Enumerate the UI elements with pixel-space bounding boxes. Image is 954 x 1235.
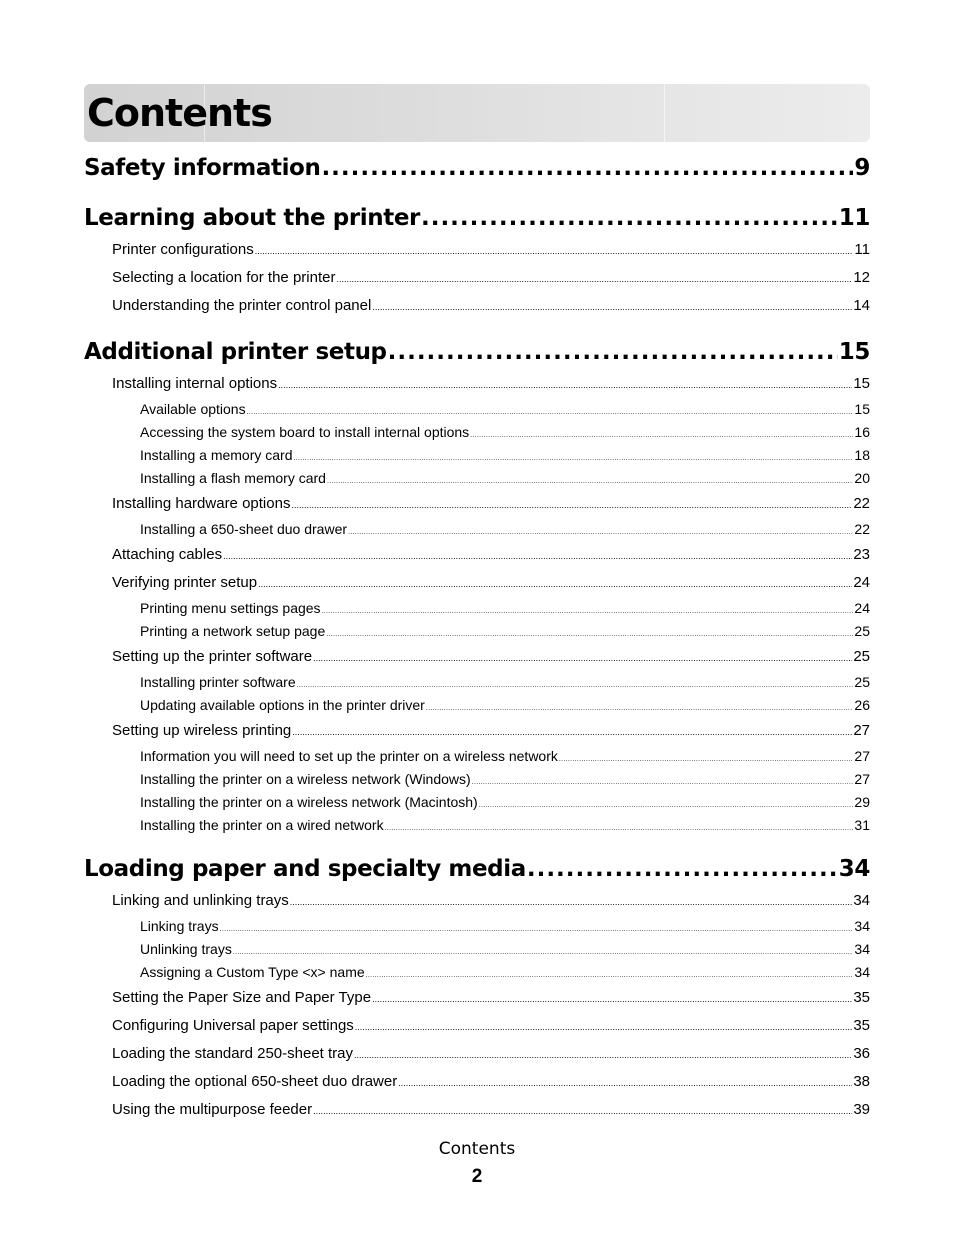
toc-page-number: 34: [854, 964, 870, 980]
toc-section-title: Loading paper and specialty media: [84, 856, 526, 882]
toc-subitem-title: Printing a network setup page: [140, 623, 326, 639]
toc-subitem-title: Installing a memory card: [140, 447, 293, 463]
toc-item[interactable]: [84, 264, 870, 292]
table-of-contents: [84, 150, 870, 1124]
dot-leader: [355, 1013, 853, 1041]
dot-leader: [479, 794, 854, 817]
dot-leader: [421, 200, 838, 236]
toc-section[interactable]: [84, 334, 870, 370]
dot-leader: [348, 521, 853, 544]
toc-page-number: 25: [853, 648, 870, 665]
toc-page-number: 25: [854, 674, 870, 690]
toc-page-number: 14: [853, 297, 870, 314]
dot-leader: [426, 697, 854, 720]
contents-header-bar: [84, 84, 870, 142]
toc-page-number: 35: [853, 989, 870, 1006]
toc-item[interactable]: [84, 1096, 870, 1124]
toc-page-number: 15: [853, 375, 870, 392]
toc-page-number: 34: [838, 856, 870, 882]
toc-page-number: 35: [853, 1017, 870, 1034]
toc-subitem[interactable]: [84, 791, 870, 814]
toc-page-number: 38: [853, 1073, 870, 1090]
dot-leader: [472, 771, 854, 794]
toc-section[interactable]: [84, 851, 870, 887]
toc-page-number: 34: [853, 892, 870, 909]
toc-item[interactable]: [84, 984, 870, 1012]
toc-item[interactable]: [84, 887, 870, 915]
dot-leader: [388, 334, 838, 370]
footer-label: Contents: [438, 1139, 516, 1159]
page-title: Contents: [87, 91, 272, 135]
toc-page-number: 25: [854, 623, 870, 639]
toc-subitem-title: Installing printer software: [140, 674, 296, 690]
toc-subitem-title: Installing a flash memory card: [140, 470, 326, 486]
dot-leader: [291, 491, 852, 519]
toc-subitem-title: Linking trays: [140, 918, 219, 934]
dot-leader: [372, 985, 852, 1013]
toc-subitem[interactable]: [84, 938, 870, 961]
toc-section-title: Additional printer setup: [84, 339, 387, 365]
toc-subitem-title: Installing the printer on a wireless network (Windows): [140, 771, 471, 787]
toc-subitem-title: Available options: [140, 401, 246, 417]
toc-item-title: Printer configurations: [112, 241, 254, 258]
toc-page-number: 11: [854, 241, 870, 258]
toc-page-number: 34: [854, 941, 870, 957]
dot-leader: [385, 817, 854, 840]
toc-item-title: Using the multipurpose feeder: [112, 1101, 313, 1118]
toc-page-number: 27: [854, 748, 870, 764]
toc-item-title: Setting up the printer software: [112, 648, 313, 665]
toc-page-number: 11: [838, 205, 870, 231]
dot-leader: [220, 918, 854, 941]
toc-page-number: 36: [853, 1045, 870, 1062]
toc-item[interactable]: [84, 717, 870, 745]
toc-item-title: Configuring Universal paper settings: [112, 1017, 354, 1034]
toc-item[interactable]: [84, 1012, 870, 1040]
toc-page-number: 9: [854, 155, 870, 181]
toc-subitem[interactable]: [84, 597, 870, 620]
toc-page-number: 27: [854, 771, 870, 787]
toc-subitem[interactable]: [84, 398, 870, 421]
dot-leader: [326, 623, 853, 646]
toc-item-title: Verifying printer setup: [112, 574, 258, 591]
toc-subitem[interactable]: [84, 694, 870, 717]
dot-leader: [366, 964, 854, 987]
toc-subitem-title: Installing a 650-sheet duo drawer: [140, 521, 348, 537]
toc-subitem-title: Information you will need to set up the printer on a wireless network: [140, 748, 558, 764]
toc-subitem-title: Unlinking trays: [140, 941, 232, 957]
dot-leader: [278, 371, 852, 399]
dot-leader: [294, 447, 854, 470]
dot-leader: [559, 748, 854, 771]
toc-subitem[interactable]: [84, 444, 870, 467]
dot-leader: [321, 150, 853, 186]
toc-item[interactable]: [84, 643, 870, 671]
toc-item-title: Attaching cables: [112, 546, 223, 563]
toc-subitem[interactable]: [84, 768, 870, 791]
toc-item-title: Understanding the printer control panel: [112, 297, 372, 314]
toc-item[interactable]: [84, 1068, 870, 1096]
footer-page-number: 2: [471, 1166, 483, 1187]
toc-page-number: 18: [854, 447, 870, 463]
toc-subitem-title: Installing the printer on a wireless network (Macintosh): [140, 794, 478, 810]
toc-subitem[interactable]: [84, 961, 870, 984]
toc-section[interactable]: [84, 200, 870, 236]
toc-section[interactable]: [84, 150, 870, 186]
toc-subitem[interactable]: [84, 745, 870, 768]
toc-item[interactable]: [84, 370, 870, 398]
dot-leader: [398, 1069, 852, 1097]
toc-page-number: 23: [853, 546, 870, 563]
toc-subitem[interactable]: [84, 620, 870, 643]
dot-leader: [322, 600, 854, 623]
toc-page-number: 16: [854, 424, 870, 440]
dot-leader: [313, 644, 852, 672]
dot-leader: [313, 1097, 852, 1125]
toc-page-number: 34: [854, 918, 870, 934]
toc-item-title: Setting up wireless printing: [112, 722, 292, 739]
toc-subitem[interactable]: [84, 814, 870, 837]
toc-page-number: 39: [853, 1101, 870, 1118]
toc-page-number: 12: [853, 269, 870, 286]
toc-item-title: Selecting a location for the printer: [112, 269, 336, 286]
toc-item[interactable]: [84, 569, 870, 597]
toc-item-title: Installing internal options: [112, 375, 278, 392]
toc-page-number: 31: [854, 817, 870, 833]
dot-leader: [354, 1041, 852, 1069]
toc-page-number: 15: [838, 339, 870, 365]
toc-subitem[interactable]: [84, 671, 870, 694]
toc-page-number: 24: [853, 574, 870, 591]
toc-item[interactable]: [84, 490, 870, 518]
toc-page-number: 27: [853, 722, 870, 739]
toc-subitem[interactable]: [84, 518, 870, 541]
toc-subitem-title: Accessing the system board to install internal options: [140, 424, 470, 440]
toc-item[interactable]: [84, 236, 870, 264]
toc-item-title: Loading the optional 650-sheet duo drawer: [112, 1073, 398, 1090]
toc-section-title: Learning about the printer: [84, 205, 420, 231]
toc-subitem-title: Printing menu settings pages: [140, 600, 321, 616]
toc-subitem-title: Installing the printer on a wired network: [140, 817, 384, 833]
toc-item-title: Installing hardware options: [112, 495, 291, 512]
toc-page-number: 26: [854, 697, 870, 713]
toc-item-title: Linking and unlinking trays: [112, 892, 289, 909]
dot-leader: [223, 542, 852, 570]
toc-item-title: Setting the Paper Size and Paper Type: [112, 989, 372, 1006]
toc-page-number: 22: [853, 495, 870, 512]
toc-section-title: Safety information: [84, 155, 321, 181]
dot-leader: [255, 237, 854, 265]
toc-item-title: Loading the standard 250-sheet tray: [112, 1045, 354, 1062]
toc-page-number: 15: [854, 401, 870, 417]
toc-page-number: 24: [854, 600, 870, 616]
dot-leader: [527, 851, 838, 887]
toc-subitem[interactable]: [84, 467, 870, 490]
dot-leader: [290, 888, 853, 916]
dot-leader: [470, 424, 853, 447]
toc-item[interactable]: [84, 292, 870, 320]
dot-leader: [372, 293, 852, 321]
dot-leader: [292, 718, 852, 746]
toc-subitem[interactable]: [84, 421, 870, 444]
toc-subitem-title: Updating available options in the printer driver: [140, 697, 425, 713]
toc-item[interactable]: [84, 1040, 870, 1068]
toc-subitem[interactable]: [84, 915, 870, 938]
toc-page-number: 29: [854, 794, 870, 810]
toc-page-number: 20: [854, 470, 870, 486]
toc-subitem-title: Assigning a Custom Type <x> name: [140, 964, 365, 980]
dot-leader: [327, 470, 853, 493]
dot-leader: [336, 265, 852, 293]
dot-leader: [258, 570, 852, 598]
toc-page-number: 22: [854, 521, 870, 537]
toc-item[interactable]: [84, 541, 870, 569]
